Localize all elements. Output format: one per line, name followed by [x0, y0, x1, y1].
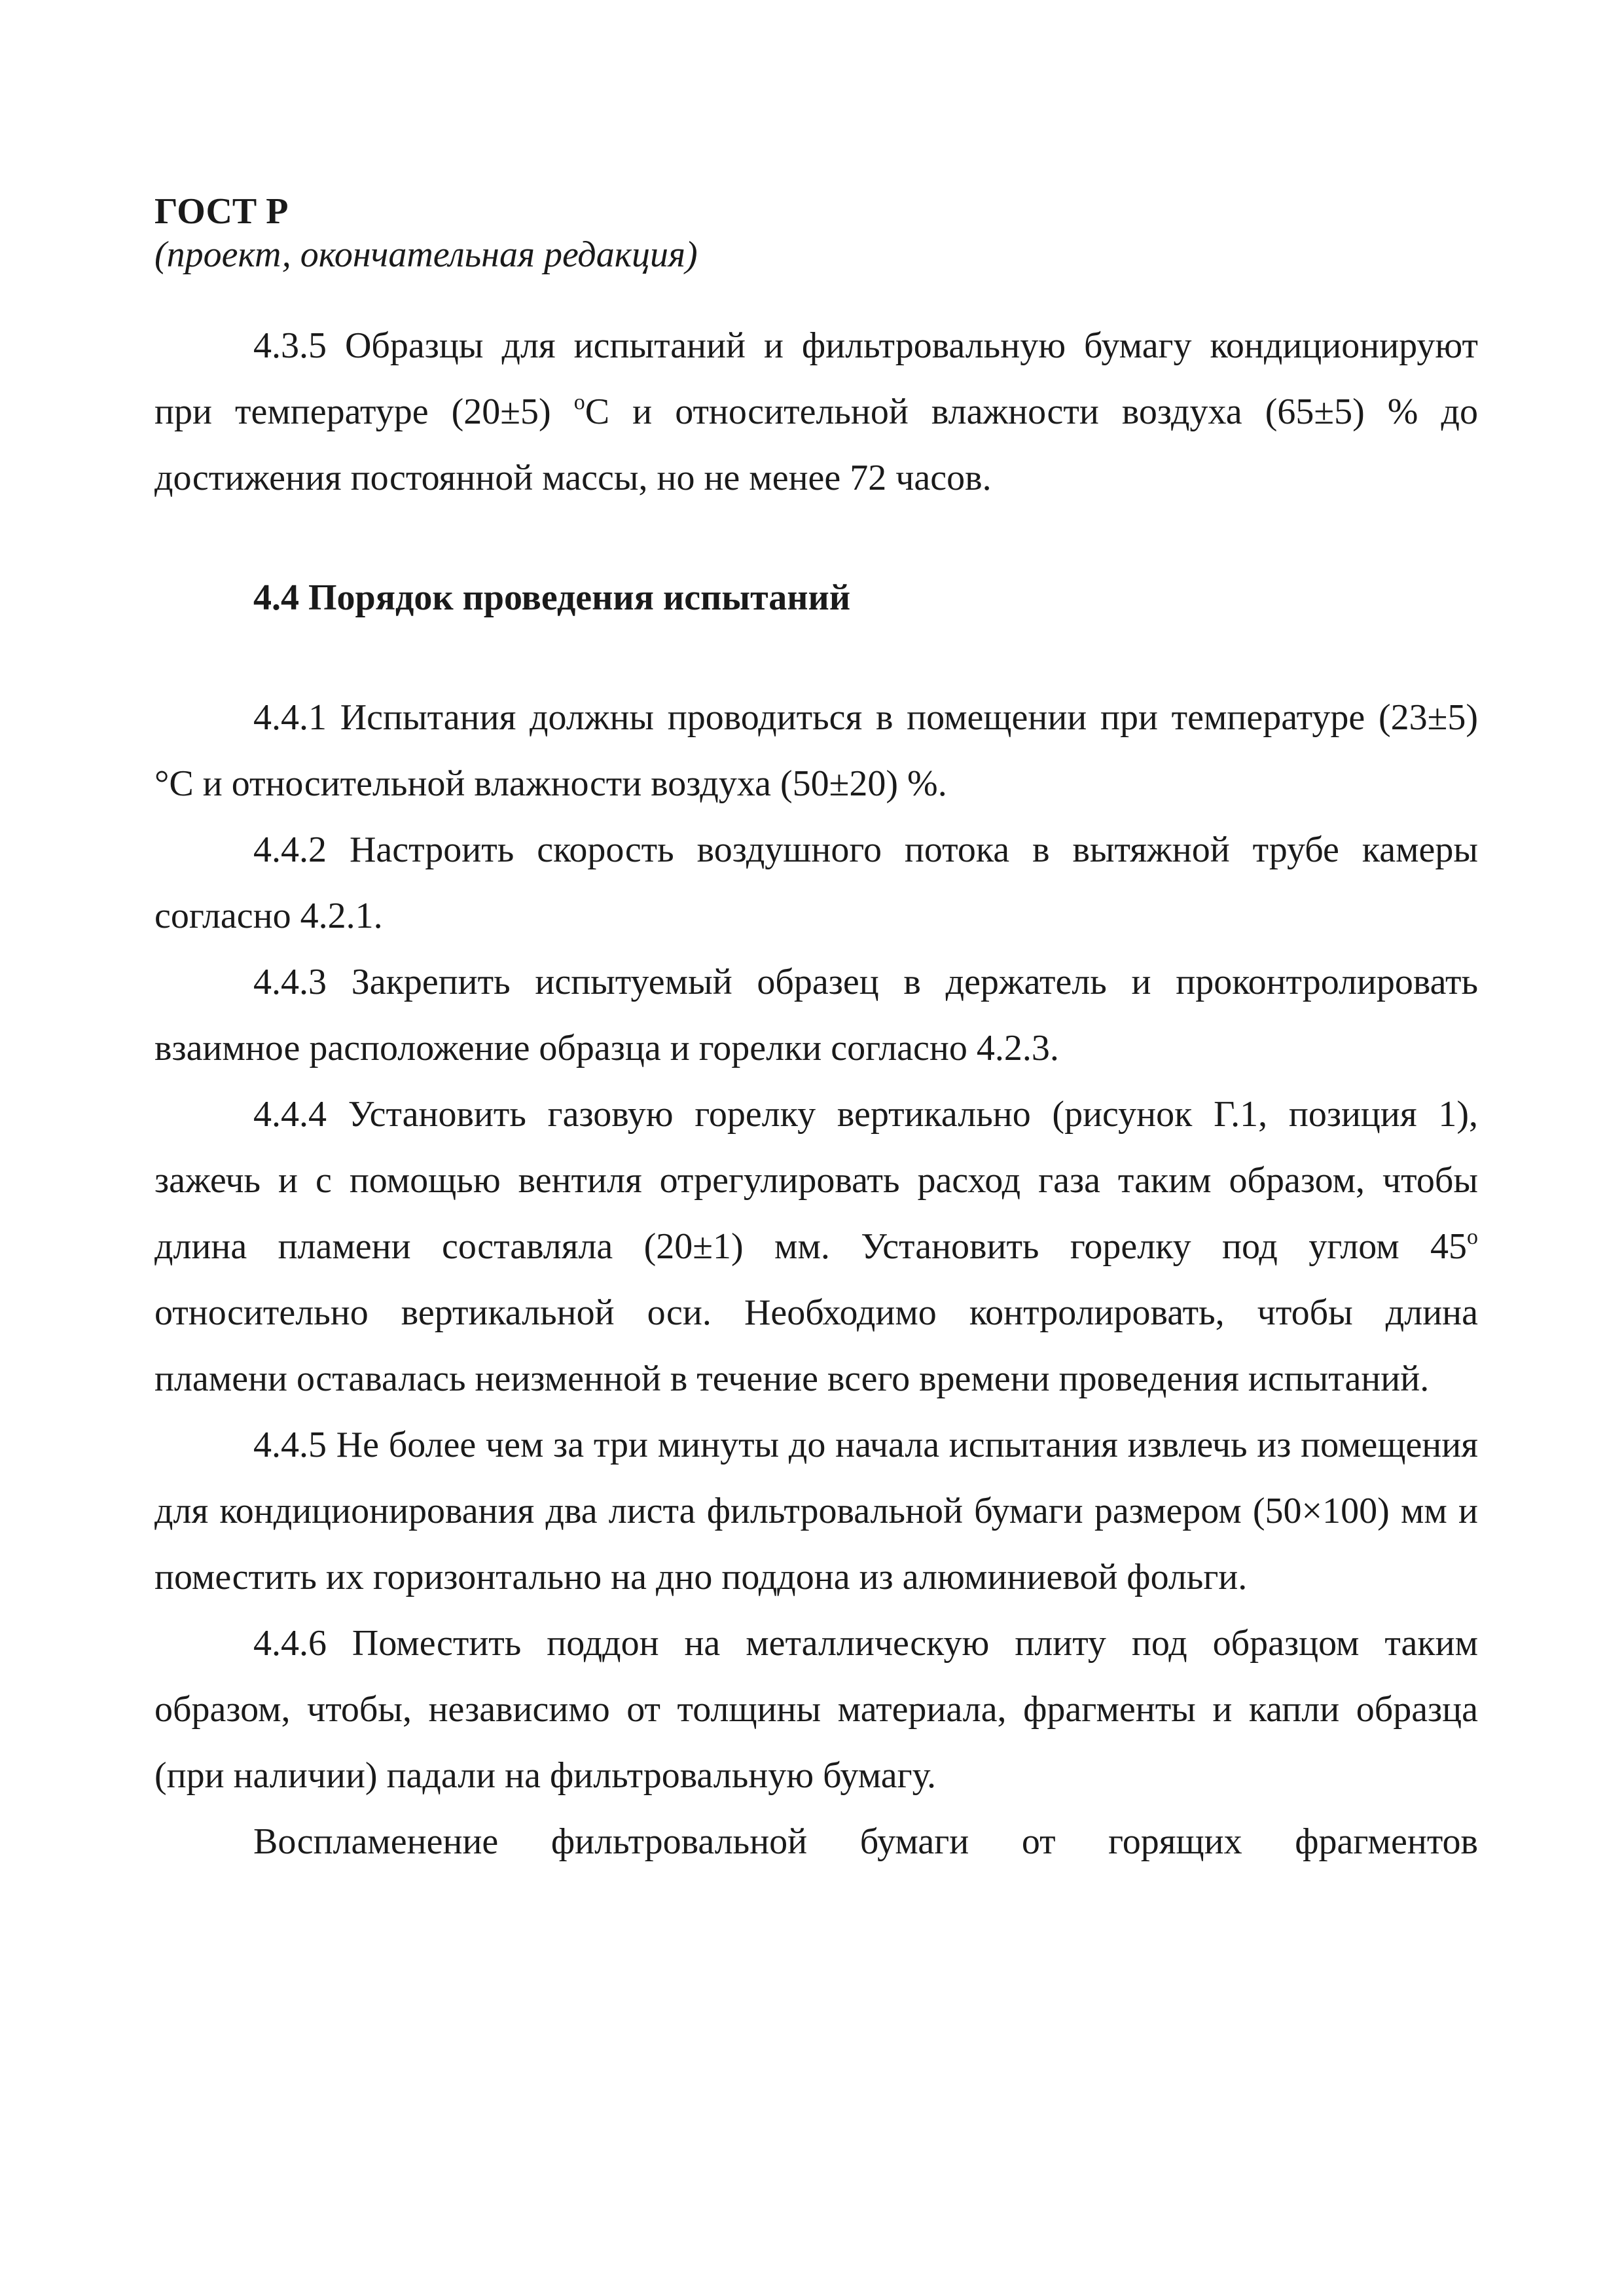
paragraph-4-4-2: 4.4.2 Настроить скорость воздушного потока в вытяжной трубе камеры согласно 4.2.1.: [154, 829, 1478, 936]
document-standard-title: ГОСТ Р: [154, 191, 289, 232]
paragraph-4-4-6: 4.4.6 Поместить поддон на металлическую плиту под образцом таким образом, чтобы, независимо от толщины материала, фрагменты и капли образца (при наличии) падали на фильтровальную бумагу.: [154, 1623, 1478, 1796]
paragraph-4-4-1: 4.4.1 Испытания должны проводиться в помещении при температуре (23±5) °С и относительной влажности воздуха (50±20) %.: [154, 697, 1478, 804]
paragraph-4-3-5-text-a: 4.3.5 Образцы для испытаний и фильтровальную бумагу кондиционируют при температуре (20±5): [154, 325, 1478, 432]
paragraph-continuation: Воспламенение фильтровальной бумаги от горящих фрагментов: [253, 1821, 1478, 1862]
paragraph-4-3-5-text-b: С и относительной влажности воздуха (65±5) % до достижения постоянной массы, но не менее 72 часов.: [154, 392, 1478, 498]
paragraph-4-4-5: 4.4.5 Не более чем за три минуты до начала испытания извлечь из помещения для кондиционирования два листа фильтровальной бумаги размером (50×100) мм и поместить их горизонтально на дно поддона из алюминиевой фольги.: [154, 1425, 1478, 1597]
paragraph-4-3-5: [154, 313, 1478, 511]
section-heading-4-4: 4.4 Порядок проведения испытаний: [253, 577, 851, 618]
paragraph-4-4-4-text-a: 4.4.4 Установить газовую горелку вертикально (рисунок Г.1, позиция 1), зажечь и с помощью вентиля отрегулировать расход газа таким образом, чтобы длина пламени составляла (20±1) мм. Установить горелку под углом 45: [154, 1094, 1478, 1267]
paragraph-4-4-4-text-b: относительно вертикальной оси. Необходимо контролировать, чтобы длина пламени оставалась неизменной в течение всего времени проведения испытаний.: [154, 1292, 1478, 1399]
degree-superscript: о: [573, 390, 585, 414]
document-page: [154, 190, 1478, 1875]
paragraph-4-4-4: [154, 1082, 1478, 1412]
degree-superscript: о: [1467, 1225, 1478, 1249]
document-edition-note: (проект, окончательная редакция): [154, 234, 698, 275]
paragraph-4-4-3: 4.4.3 Закрепить испытуемый образец в держатель и проконтролировать взаимное расположение образца и горелки согласно 4.2.3.: [154, 962, 1478, 1068]
